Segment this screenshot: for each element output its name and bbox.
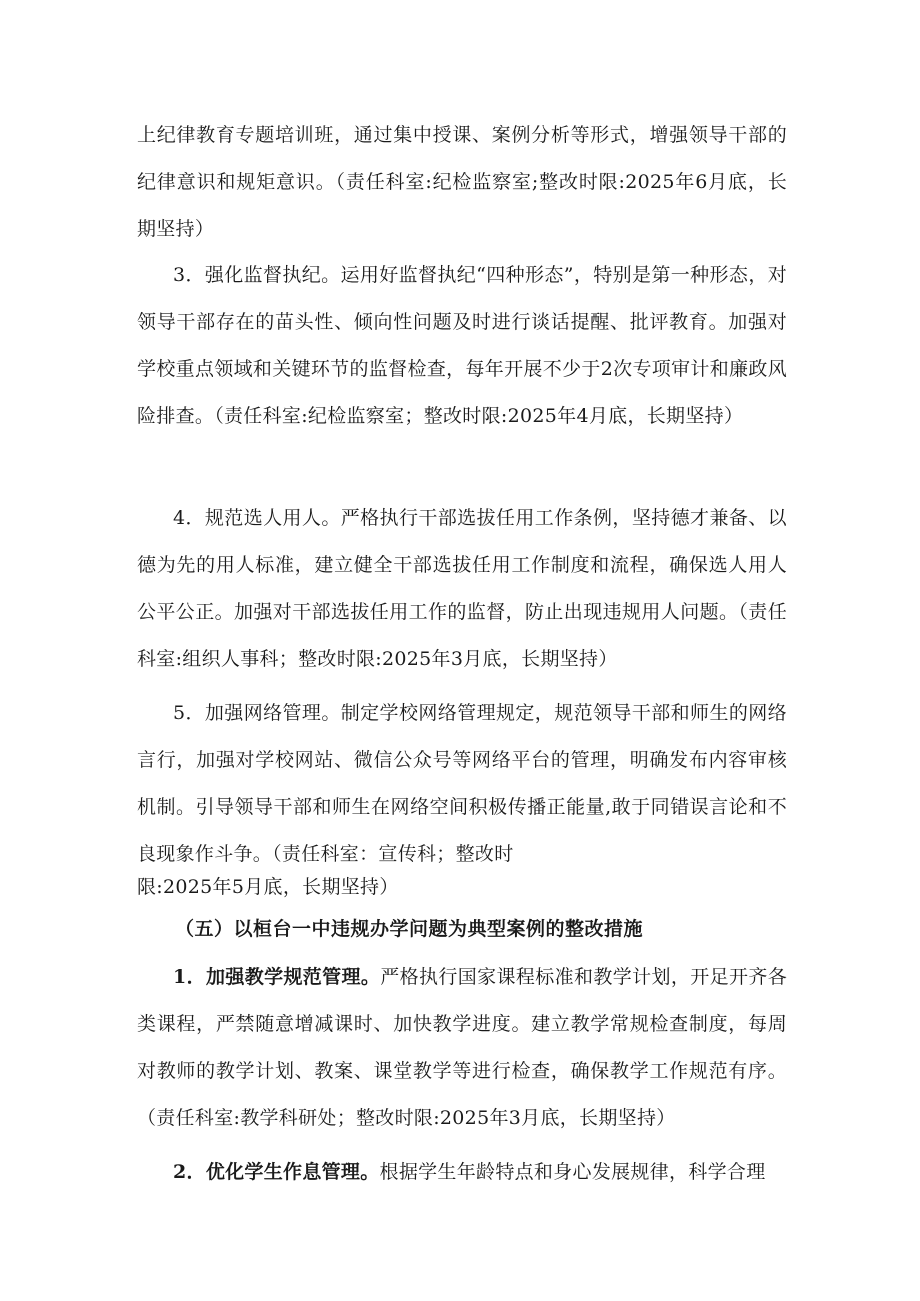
paragraph-4-personnel: 4．规范选人用人。严格执行干部选拔任用工作条例，坚持德才兼备、以德为先的用人标准，建立健全干部选拔任用工作制度和流程，确保选人用人公平公正。加强对干部选拔任用工作的监督，防止出现违规用人问题。（责任科室:组织人事科；整改时限:2025年3月底，长期坚持）	[137, 507, 787, 670]
paragraph-3-supervision: 3．强化监督执纪。运用好监督执纪“四种形态”，特别是第一种形态，对领导干部存在的苗头性、倾向性问题及时进行谈话提醒、批评教育。加强对学校重点领域和关键环节的监督检查，每年开展不少于2次专项审计和廉政风险排查。（责任科室:纪检监察室；整改时限:2025年4月底，长期坚持）	[137, 264, 787, 427]
paragraph-s2-lead: 2．优化学生作息管理。	[173, 1161, 380, 1183]
section-heading-5: （五）以桓台一中违规办学问题为典型案例的整改措施	[175, 918, 644, 940]
paragraph-5-network: 5．加强网络管理。制定学校网络管理规定，规范领导干部和师生的网络言行，加强对学校网站、微信公众号等网络平台的管理，明确发布内容审核机制。引导领导干部和师生在网络空间积极传播正能量,敢于同错误言论和不良现象作斗争。（责任科室：宣传科；整改时	[137, 702, 787, 865]
paragraph-s2-body: 根据学生年龄特点和身心发展规律，科学合理	[379, 1161, 766, 1183]
paragraph-intro: 上纪律教育专题培训班，通过集中授课、案例分析等形式，增强领导干部的纪律意识和规矩意识。（责任科室:纪检监察室;整改时限:2025年6月底，长期坚持）	[137, 124, 787, 240]
paragraph-5-tail: 限:2025年5月底，长期坚持）	[137, 876, 399, 898]
paragraph-s1-body: 严格执行国家课程标准和教学计划，开足开齐各类课程，严禁随意增减课时、加快教学进度。建立教学常规检查制度，每周对教师的教学计划、教案、课堂教学等进行检查，确保教学工作规范有序。（责任科室:教学科研处；整改时限:2025年3月底，长期坚持）	[137, 966, 787, 1129]
paragraph-s1-lead: 1．加强教学规范管理。	[173, 966, 381, 988]
paragraph-s2-schedule	[137, 1149, 787, 1196]
paragraph-s1-teaching	[137, 954, 787, 1142]
